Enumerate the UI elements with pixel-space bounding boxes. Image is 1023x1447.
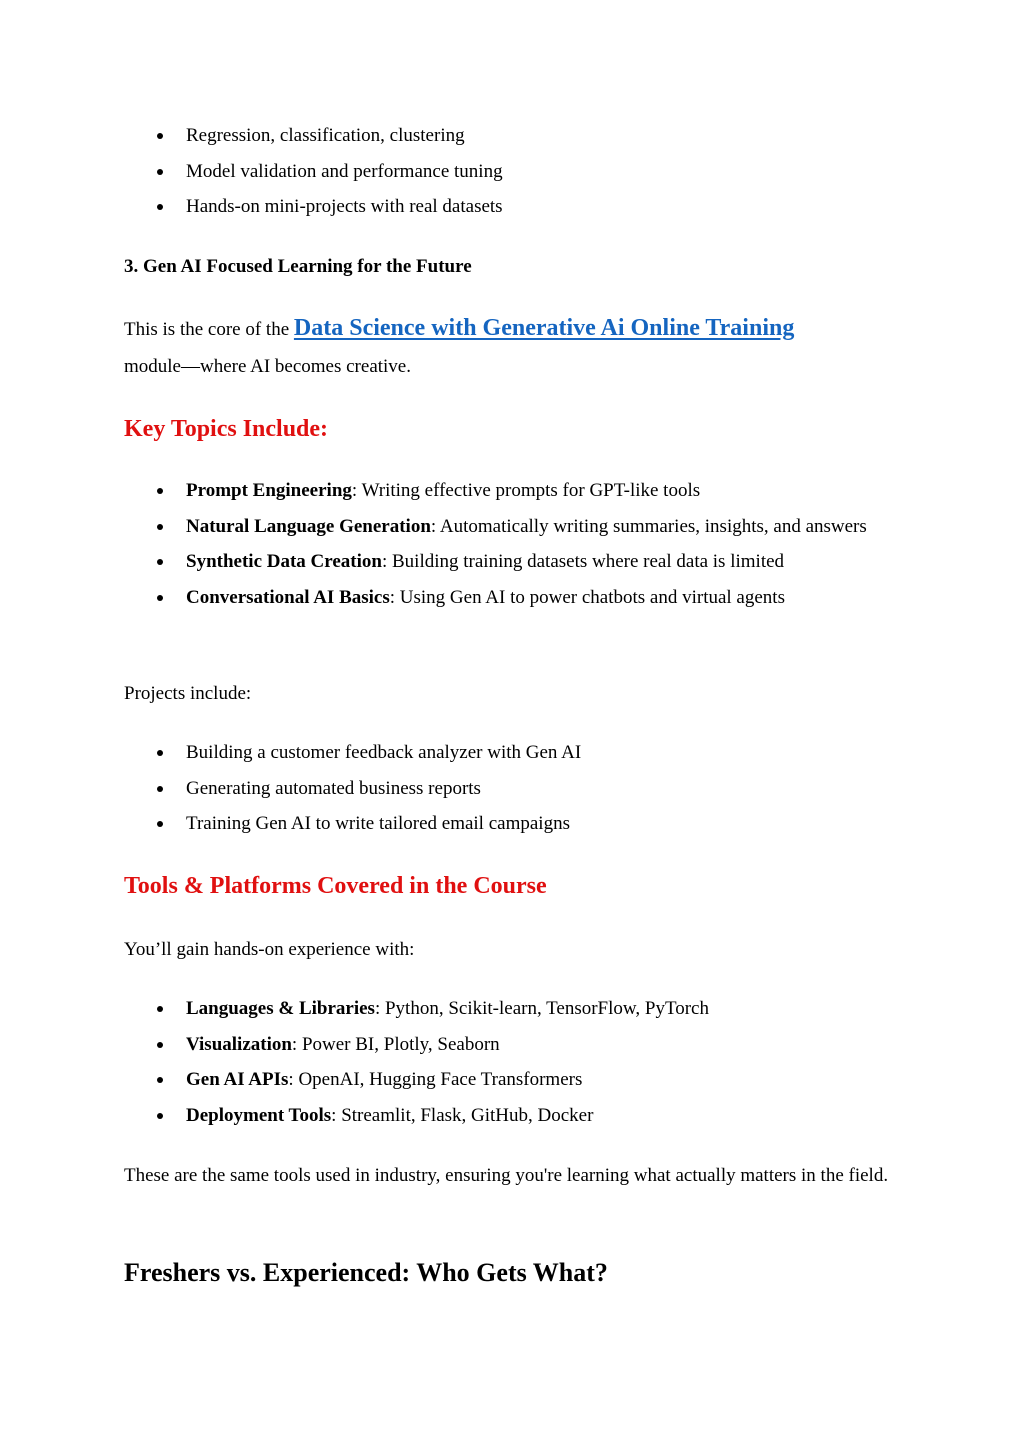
list-item (124, 1062, 903, 1098)
tool-desc: : Power BI, Plotly, Seaborn (291, 1033, 500, 1055)
list-item (124, 1098, 903, 1134)
bullet-icon (157, 524, 163, 530)
topic-desc: : Automatically writing summaries, insights, and answers (430, 515, 867, 537)
intro-text-continued: module—where AI becomes creative. (124, 356, 411, 377)
bullet-icon (157, 169, 163, 175)
list-item (124, 473, 903, 509)
list-item (124, 509, 903, 545)
topic-desc: : Building training datasets where real data is limited (381, 551, 785, 572)
tool-desc: : Streamlit, Flask, GitHub, Docker (331, 1104, 594, 1126)
projects-label: Projects include: (124, 683, 252, 704)
list-item: Hands-on mini-projects with real datasets (124, 189, 903, 225)
bullet-icon (157, 595, 163, 601)
bullet-icon (157, 821, 163, 827)
tool-term: Visualization (186, 1033, 292, 1055)
topic-desc: : Writing effective prompts for GPT-like tools (351, 480, 701, 501)
final-heading: Freshers vs. Experienced: Who Gets What? (124, 1258, 608, 1287)
topic-term: Conversational AI Basics (186, 586, 390, 608)
tool-term: Languages & Libraries (186, 998, 375, 1019)
bullet-icon (157, 133, 163, 139)
list-item: Building a customer feedback analyzer with Gen AI (124, 735, 903, 771)
list-item (124, 580, 903, 616)
tool-term: Gen AI APIs (186, 1069, 289, 1090)
intro-paragraph (124, 310, 903, 385)
bullet-icon (157, 1042, 163, 1048)
bullet-icon (157, 559, 163, 565)
tool-desc: : Python, Scikit-learn, TensorFlow, PyTorch (374, 998, 709, 1019)
tool-term: Deployment Tools (186, 1104, 332, 1126)
tools-list (124, 991, 903, 1133)
bullet-icon (157, 1113, 163, 1119)
list-item: Training Gen AI to write tailored email campaigns (124, 806, 903, 842)
bullet-icon (157, 1077, 163, 1083)
list-item (124, 1027, 903, 1063)
list-item (124, 544, 903, 580)
bullet-icon (157, 204, 163, 210)
list-item: Regression, classification, clustering (124, 118, 903, 154)
topics-list (124, 118, 903, 225)
tools-intro: You’ll gain hands-on experience with: (124, 939, 415, 960)
tools-outro: These are the same tools used in industry, ensuring you're learning what actually matters in the field. (124, 1165, 889, 1186)
key-topics-heading: Key Topics Include: (124, 416, 329, 442)
tools-heading: Tools & Platforms Covered in the Course (124, 873, 547, 899)
topic-term: Prompt Engineering (186, 480, 352, 501)
intro-text: This is the core of the (124, 319, 294, 340)
section-heading: 3. Gen AI Focused Learning for the Future (124, 256, 472, 277)
bullet-icon (157, 750, 163, 756)
bullet-icon (157, 786, 163, 792)
tool-desc: : OpenAI, Hugging Face Transformers (288, 1069, 583, 1090)
projects-list (124, 735, 903, 842)
training-link[interactable]: Data Science with Generative Ai Online Training (293, 315, 795, 341)
bullet-icon (157, 488, 163, 494)
list-item: Model validation and performance tuning (124, 154, 903, 190)
bullet-icon (157, 1006, 163, 1012)
key-topics-list (124, 473, 903, 615)
list-item: Generating automated business reports (124, 771, 903, 807)
topic-desc: : Using Gen AI to power chatbots and virtual agents (389, 586, 785, 608)
topic-term: Synthetic Data Creation (186, 551, 382, 572)
list-item (124, 991, 903, 1027)
topic-term: Natural Language Generation (186, 515, 431, 537)
